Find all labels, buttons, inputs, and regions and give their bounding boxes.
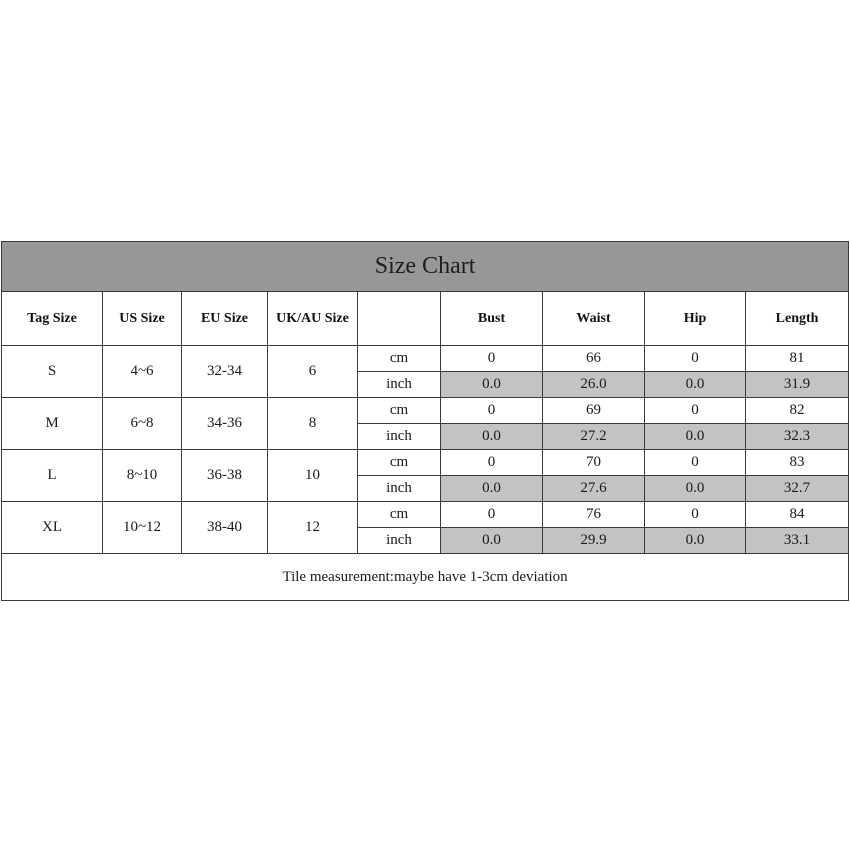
table-row	[2, 502, 849, 528]
waist-inch-cell: 29.9	[543, 528, 645, 554]
header-row	[2, 292, 849, 346]
bust-cm-cell: 0	[441, 502, 543, 528]
hip-cm-cell: 0	[645, 502, 746, 528]
length-cm-cell: 83	[746, 450, 849, 476]
length-inch-cell: 32.3	[746, 424, 849, 450]
bust-cm-cell: 0	[441, 346, 543, 372]
eu-size-cell: 34-36	[182, 398, 268, 450]
title-row	[2, 242, 849, 292]
tag-size-cell: M	[2, 398, 103, 450]
length-cm-cell: 84	[746, 502, 849, 528]
unit-cell: cm	[358, 450, 441, 476]
header-hip: Hip	[645, 292, 746, 346]
waist-cm-cell: 70	[543, 450, 645, 476]
length-inch-cell: 32.7	[746, 476, 849, 502]
table-row	[2, 346, 849, 372]
header-tag-size: Tag Size	[2, 292, 103, 346]
length-cm-cell: 81	[746, 346, 849, 372]
hip-inch-cell: 0.0	[645, 424, 746, 450]
unit-cell: inch	[358, 528, 441, 554]
eu-size-cell: 32-34	[182, 346, 268, 398]
waist-cm-cell: 69	[543, 398, 645, 424]
hip-cm-cell: 0	[645, 450, 746, 476]
length-inch-cell: 33.1	[746, 528, 849, 554]
us-size-cell: 10~12	[103, 502, 182, 554]
us-size-cell: 4~6	[103, 346, 182, 398]
waist-inch-cell: 26.0	[543, 372, 645, 398]
eu-size-cell: 36-38	[182, 450, 268, 502]
bust-cm-cell: 0	[441, 450, 543, 476]
unit-cell: inch	[358, 476, 441, 502]
unit-cell: cm	[358, 502, 441, 528]
uk-au-size-cell: 12	[268, 502, 358, 554]
waist-inch-cell: 27.2	[543, 424, 645, 450]
table-row	[2, 450, 849, 476]
unit-cell: cm	[358, 398, 441, 424]
uk-au-size-cell: 8	[268, 398, 358, 450]
us-size-cell: 8~10	[103, 450, 182, 502]
bust-inch-cell: 0.0	[441, 372, 543, 398]
header-eu-size: EU Size	[182, 292, 268, 346]
header-unit	[358, 292, 441, 346]
size-chart	[1, 241, 848, 601]
tag-size-cell: L	[2, 450, 103, 502]
hip-inch-cell: 0.0	[645, 372, 746, 398]
uk-au-size-cell: 10	[268, 450, 358, 502]
hip-cm-cell: 0	[645, 346, 746, 372]
unit-cell: cm	[358, 346, 441, 372]
bust-inch-cell: 0.0	[441, 424, 543, 450]
table-row	[2, 398, 849, 424]
bust-cm-cell: 0	[441, 398, 543, 424]
measurement-note: Tile measurement:maybe have 1-3cm deviation	[2, 554, 849, 601]
bust-inch-cell: 0.0	[441, 528, 543, 554]
unit-cell: inch	[358, 372, 441, 398]
header-length: Length	[746, 292, 849, 346]
waist-cm-cell: 66	[543, 346, 645, 372]
waist-inch-cell: 27.6	[543, 476, 645, 502]
hip-inch-cell: 0.0	[645, 528, 746, 554]
header-uk-au-size: UK/AU Size	[268, 292, 358, 346]
header-bust: Bust	[441, 292, 543, 346]
unit-cell: inch	[358, 424, 441, 450]
bust-inch-cell: 0.0	[441, 476, 543, 502]
length-inch-cell: 31.9	[746, 372, 849, 398]
header-waist: Waist	[543, 292, 645, 346]
hip-cm-cell: 0	[645, 398, 746, 424]
uk-au-size-cell: 6	[268, 346, 358, 398]
header-us-size: US Size	[103, 292, 182, 346]
hip-inch-cell: 0.0	[645, 476, 746, 502]
waist-cm-cell: 76	[543, 502, 645, 528]
tag-size-cell: S	[2, 346, 103, 398]
length-cm-cell: 82	[746, 398, 849, 424]
us-size-cell: 6~8	[103, 398, 182, 450]
size-chart-table	[1, 241, 849, 601]
footer-row	[2, 554, 849, 601]
chart-title: Size Chart	[2, 242, 849, 292]
eu-size-cell: 38-40	[182, 502, 268, 554]
tag-size-cell: XL	[2, 502, 103, 554]
